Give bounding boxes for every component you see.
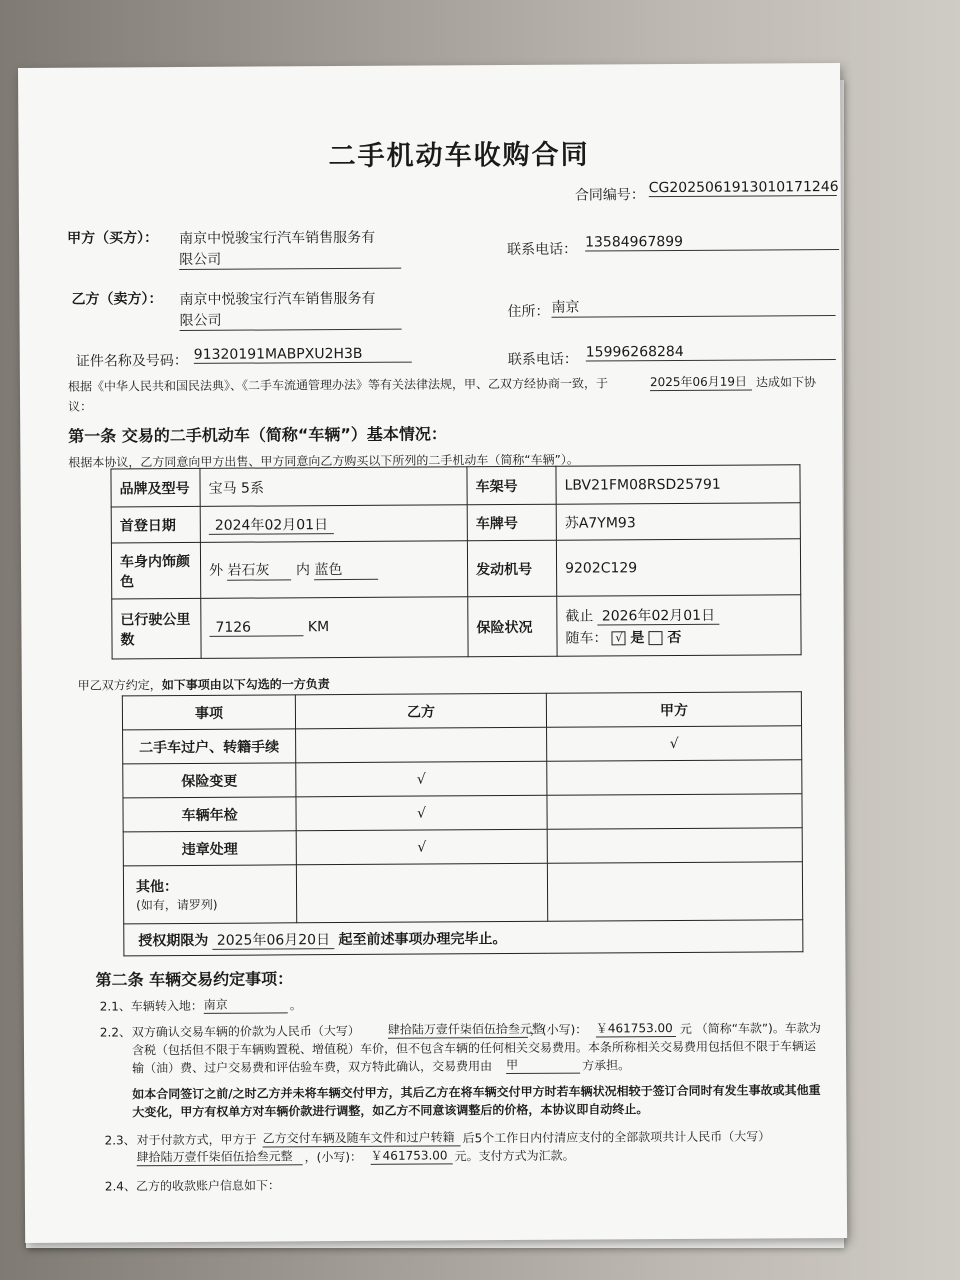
responsibility-table [122,691,804,956]
party-b-phone-label: 联系电话： [507,351,578,369]
preamble-text-2: 达成如下协 [755,375,816,390]
interior-color: 蓝色 [314,559,378,580]
plate-value: 苏A7YM93 [556,503,800,540]
article-2-title: 第二条 车辆交易约定事项： [95,969,294,990]
vin-label: 车架号 [467,466,556,505]
insurance-until-prefix: 截止 [565,607,594,625]
yes-label: 是 [630,629,645,646]
clause-2-2-line-2: 含税（包括但不限于车辆购置税、增值税）车价，但不包含车辆的任何相关交易费用。本条所称相关交易费用包括但不限于车辆运 [131,1039,817,1058]
party-a-name-line2: 限公司 [179,248,401,270]
clause-2-3-upper-amount: 肆拾陆万壹仟柒佰伍拾叁元整 [137,1147,303,1166]
clause-2-2-lower-amount: ￥461753.00 [596,1019,676,1037]
party-a-name-line1: 南京中悦骏宝行汽车销售服务有 [178,229,376,248]
contract-page [18,63,847,1243]
first-reg-label: 首登日期 [111,506,200,543]
clause-2-2-line-3a: 输（油）费、过户交易费和评估验车费，双方特此确认，交易费用由 [132,1059,493,1076]
row-a-check[interactable] [547,828,802,864]
color-label-line2: 色 [120,573,135,590]
party-b-name-line1: 南京中悦骏宝行汽车销售服务有 [179,290,376,309]
mileage-label-line1: 已行驶公里 [120,611,191,628]
row-item: 二手车过户、转籍手续 [123,729,296,764]
mileage-value: 7126 [209,619,303,637]
color-label-line1: 车身内饰颜 [119,553,191,570]
article-1-intro: 根据本协议，乙方同意向甲方出售、甲方同意向乙方购买以下所列的二手机动车（简称“车辆”）。 [68,452,579,470]
exterior-color: 岩石灰 [227,559,291,580]
article-1-title: 第一条 交易的二手机动车（简称“车辆”）基本情况： [68,424,447,446]
clause-2-3-text-b: 后5个工作日内付清应支付的全部款项共计人民币（大写） [462,1129,771,1146]
row-b-check[interactable]: √ [296,795,547,831]
insurance-until: 2026年02月01日 [598,607,719,625]
party-b-address: 南京 [551,295,835,318]
mileage-label [112,598,201,659]
row-item: 违章处理 [123,831,296,866]
auth-label: 授权期限为 [138,932,209,949]
preamble-text-3: 议： [68,399,93,414]
clause-2-3-condition: 乙方交付车辆及随车文件和过户转籍 [262,1128,460,1147]
clause-2-2-line-3b: 方承担。 [582,1058,631,1073]
clause-2-2-text-a: 双方确认交易车辆的价款为人民币（大写） [131,1023,360,1040]
row-a-check[interactable] [547,794,802,830]
party-b-address-label: 住所： [507,303,550,321]
first-reg-value: 2024年02月01日 [209,517,334,535]
clause-2-2-text-b: ，(小写)： [529,1022,588,1037]
mileage-unit: KM [307,619,330,636]
no-checkbox[interactable] [649,631,663,645]
auth-period-cell [124,920,803,956]
row-item: 保险变更 [123,763,296,798]
brand-value: 宝马 5系 [200,467,467,507]
vehicle-info-table [110,464,801,659]
party-a-phone-label: 联系电话： [507,241,578,259]
row-b-check[interactable]: √ [296,829,547,865]
no-label: 否 [667,629,682,646]
yes-checkbox[interactable]: √ [612,631,626,645]
row-a-check[interactable]: √ [547,726,802,762]
mileage-label-line2: 数 [120,631,135,648]
insurance-cell [557,595,801,656]
contract-no-value: CG202506191301017124​6 [648,178,839,197]
preamble-date: 2025年06月19日 [650,373,752,392]
exterior-prefix: 外 [209,562,224,579]
agreement-intro-a: 甲乙双方约定， [77,678,162,693]
color-label [111,542,200,599]
vin-value: LBV21FM08RSD25791 [556,465,800,504]
clause-2-3-lower-amount: ￥461753.00 [371,1146,453,1165]
other-cell [123,865,296,924]
document-title: 二手机动车收购合同 [328,139,590,173]
engine-value: 9202C129 [556,539,800,596]
clause-2-3-text-a: 对于付款方式，甲方于 [136,1132,257,1148]
other-hint: (如有，请罗列) [136,897,218,913]
agreement-intro [78,675,330,694]
brand-label: 品牌及型号 [111,468,200,507]
insurance-label: 保险状况 [468,596,557,657]
plate-label: 车牌号 [467,504,556,541]
clause-2-3-number: 2.3、 [104,1133,136,1148]
auth-suffix: 起至前述事项办理完毕止。 [338,930,507,948]
row-a-check[interactable] [547,760,802,796]
clause-2-1-end: 。 [289,998,302,1013]
clause-2-2-bold-1: 如本合同签订之前/之时乙方并未将车辆交付甲方，其后乙方在将车辆交付甲方时若车辆状况相较于签订合同时有发生事故或其他重 [132,1083,821,1102]
agreement-intro-b: 如下事项由以下勾选的一方负责 [161,677,330,693]
col-item-header: 事项 [122,695,295,730]
clause-2-2-number: 2.2、 [99,1025,132,1040]
cert-value: 91320191MABPXU2H3B [194,346,412,364]
engine-label: 发动机号 [467,540,556,597]
col-b-header: 乙方 [295,693,546,729]
clause-2-2-text-c: 元 （简称“车款”)。车款为 [679,1021,821,1036]
party-b-name-line2: 限公司 [179,309,401,331]
with-car-label: 随车： [565,629,608,647]
mileage-cell [201,597,468,659]
preamble-text-1: 根据《中华人民共和国民法典》、《二手车流通管理办法》等有关法律法规，甲、乙双方经协商一致，于 [67,376,608,394]
clause-2-4: 2.4、乙方的收款账户信息如下： [104,1178,280,1194]
clause-2-3-text-d: 元。支付方式为汇款。 [454,1148,575,1164]
row-b-check[interactable]: √ [296,761,547,797]
interior-prefix: 内 [295,562,311,579]
party-b-phone: 15996268284 [586,343,836,362]
party-a-phone: 13584967899 [585,233,839,252]
col-a-header: 甲方 [546,692,801,728]
party-b-label: 乙方（卖方）： [71,291,163,308]
cert-label: 证件名称及号码： [75,352,188,370]
first-reg-cell [200,505,467,543]
clause-2-2-bold-2: 大变化，甲方有权单方对车辆价款进行调整，如乙方不同意该调整后的价格，本协议即自动终止。 [132,1102,649,1120]
auth-date: 2025年06月20日 [213,932,334,950]
color-cell [200,541,467,599]
clause-2-2-payer: 甲 [506,1056,580,1074]
clause-2-1-value: 南京 [204,995,288,1014]
row-b-check[interactable] [296,727,547,763]
other-b-cell[interactable] [296,863,547,923]
other-label: 其他： [135,879,179,896]
contract-no-label: 合同编号： [574,187,645,204]
clause-2-3-text-c: ，(小写)： [304,1149,363,1165]
clause-2-1-label: 2.1、车辆转入地： [99,998,203,1014]
row-item: 车辆年检 [123,797,296,832]
clause-2-2-upper-amount: 肆拾陆万壹仟柒佰伍拾叁元整 [387,1021,544,1037]
party-a-label: 甲方（买方）： [66,230,159,247]
other-a-cell[interactable] [547,862,802,922]
